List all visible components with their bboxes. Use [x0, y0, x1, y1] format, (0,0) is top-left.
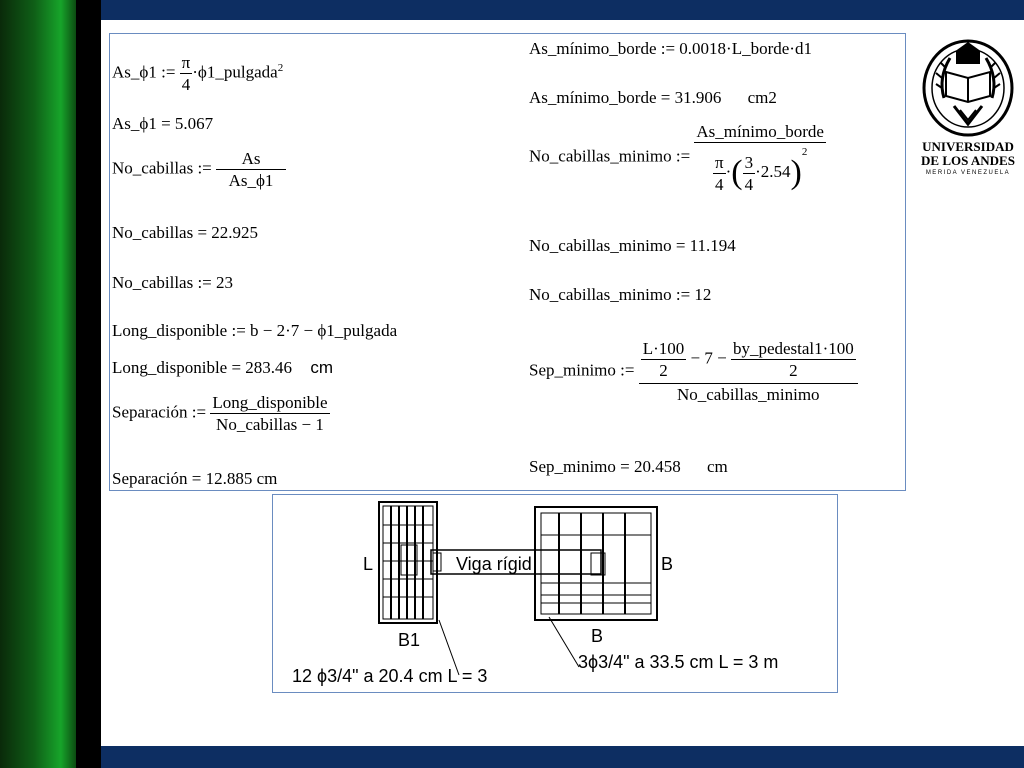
- right-rebar-annotation: 3ϕ3/4" a 33.5 cm L = 3 m: [578, 652, 779, 672]
- logo-name: [918, 140, 1018, 167]
- three-numerator: 3: [744, 152, 754, 172]
- three-quarters: [743, 154, 756, 193]
- logo-line-3: MERIDA VENEZUELA: [925, 170, 1011, 176]
- long-disponible-definition: Long_disponible := b − 2·7 − ϕ1_pulgada: [112, 321, 398, 340]
- label-b1: B1: [398, 630, 421, 650]
- pi-numerator: π: [714, 152, 724, 172]
- two-denominator: 2: [659, 361, 668, 380]
- minus-seven: − 7 −: [690, 348, 727, 368]
- open-paren: (: [731, 154, 743, 192]
- long-disponible-value: Long_disponible = 283.46: [112, 358, 293, 377]
- sep-minimo-denominator: No_cabillas_minimo: [676, 385, 820, 404]
- as-minimo-value: As_mínimo_borde = 31.906: [529, 88, 722, 107]
- no-cabillas-lhs: No_cabillas :=: [112, 158, 212, 178]
- l100-over-2: [641, 340, 687, 379]
- fraction-numerator: As: [216, 150, 286, 170]
- as-minimo-definition: As_mínimo_borde := 0.0018·L_borde·d1: [529, 39, 812, 58]
- fraction-denominator: No_cabillas − 1: [216, 415, 324, 434]
- fraction-denominator: As_ϕ1: [228, 171, 274, 190]
- no-cabillas-assign: No_cabillas := 23: [112, 273, 234, 292]
- exponent: 2: [277, 61, 284, 74]
- no-cabillas-minimo-lhs: No_cabillas_minimo :=: [529, 146, 691, 166]
- logo-line-1: UNIVERSIDAD: [922, 139, 1014, 154]
- beam-label: Viga rígid: [456, 554, 532, 574]
- footing-figure: [272, 494, 838, 693]
- fraction-denominator: 4: [181, 75, 191, 94]
- no-cabillas-minimo-fraction: [694, 123, 826, 193]
- fraction-denominator: $\frac{\pi}{4}$ ·( $\frac{3}{4}$ ·2.54)$^2$: [714, 146, 808, 194]
- bottom-navy-bar: [101, 746, 1024, 768]
- left-green-bar: [0, 0, 76, 768]
- label-b-right: B: [661, 554, 674, 574]
- fraction-numerator: Long_disponible: [212, 393, 328, 412]
- no-cabillas-minimo-assign: No_cabillas_minimo := 12: [529, 285, 712, 304]
- separacion-definition: [112, 394, 330, 433]
- as-minimo-unit: cm2: [747, 88, 777, 107]
- label-b-bottom: B: [591, 626, 604, 646]
- as-phi1-definition: [112, 54, 283, 93]
- separacion-fraction: [210, 394, 329, 433]
- sep-minimo-value-row: [529, 458, 728, 475]
- fraction-numerator: As_mínimo_borde: [696, 122, 824, 141]
- footing-b1: [379, 502, 437, 623]
- four-denominator: 4: [715, 174, 724, 194]
- long-disponible-unit: cm: [310, 358, 333, 377]
- pedestal-over-2: [731, 340, 856, 379]
- pi-over-4: [713, 154, 726, 193]
- sep-minimo-numerator: [639, 340, 858, 384]
- inch-factor: ·2.54: [755, 162, 791, 181]
- sep-minimo-lhs: Sep_minimo :=: [529, 360, 635, 380]
- as-phi1-value: As_ϕ1 = 5.067: [112, 114, 214, 133]
- left-rebar-annotation: 12 ϕ3/4" a 20.4 cm L = 3: [292, 666, 488, 686]
- left-black-bar: [76, 0, 101, 768]
- sep-minimo-definition: [529, 340, 858, 403]
- as-phi1-rhs: ·ϕ1_pulgada: [192, 62, 278, 82]
- separacion-value: Separación = 12.885 cm: [112, 469, 278, 488]
- as-minimo-value-row: [529, 89, 777, 106]
- no-cabillas-minimo-value: No_cabillas_minimo = 11.194: [529, 236, 736, 255]
- sep-minimo-unit: cm: [706, 457, 728, 476]
- label-l: L: [363, 554, 374, 574]
- pedestal-numerator: by_pedestal1·100: [732, 339, 854, 358]
- no-cabillas-definition: [112, 150, 286, 189]
- university-logo: [918, 38, 1018, 178]
- two-denominator-2: 2: [789, 361, 798, 380]
- university-seal-icon: [918, 38, 1018, 138]
- exponent: 2: [801, 146, 808, 158]
- separacion-lhs: Separación :=: [112, 402, 207, 422]
- no-cabillas-value: No_cabillas = 22.925: [112, 223, 259, 242]
- close-paren: ): [790, 154, 802, 192]
- as-over-asphi1-fraction: [216, 150, 286, 189]
- footing-b: [535, 507, 657, 620]
- as-phi1-lhs: As_ϕ1 :=: [112, 62, 176, 82]
- top-navy-bar: [101, 0, 1024, 20]
- calculation-panel: [109, 33, 906, 491]
- no-cabillas-minimo-definition: [529, 123, 826, 193]
- fraction-numerator: π: [181, 53, 191, 72]
- pi-over-4-fraction: [180, 54, 193, 93]
- long-disponible-value-row: [112, 359, 333, 376]
- l100-numerator: L·100: [642, 339, 685, 358]
- logo-line-2: DE LOS ANDES: [921, 152, 1015, 168]
- four-denominator-2: 4: [744, 174, 754, 194]
- sep-minimo-fraction: [639, 340, 858, 403]
- sep-minimo-value: Sep_minimo = 20.458: [529, 457, 681, 476]
